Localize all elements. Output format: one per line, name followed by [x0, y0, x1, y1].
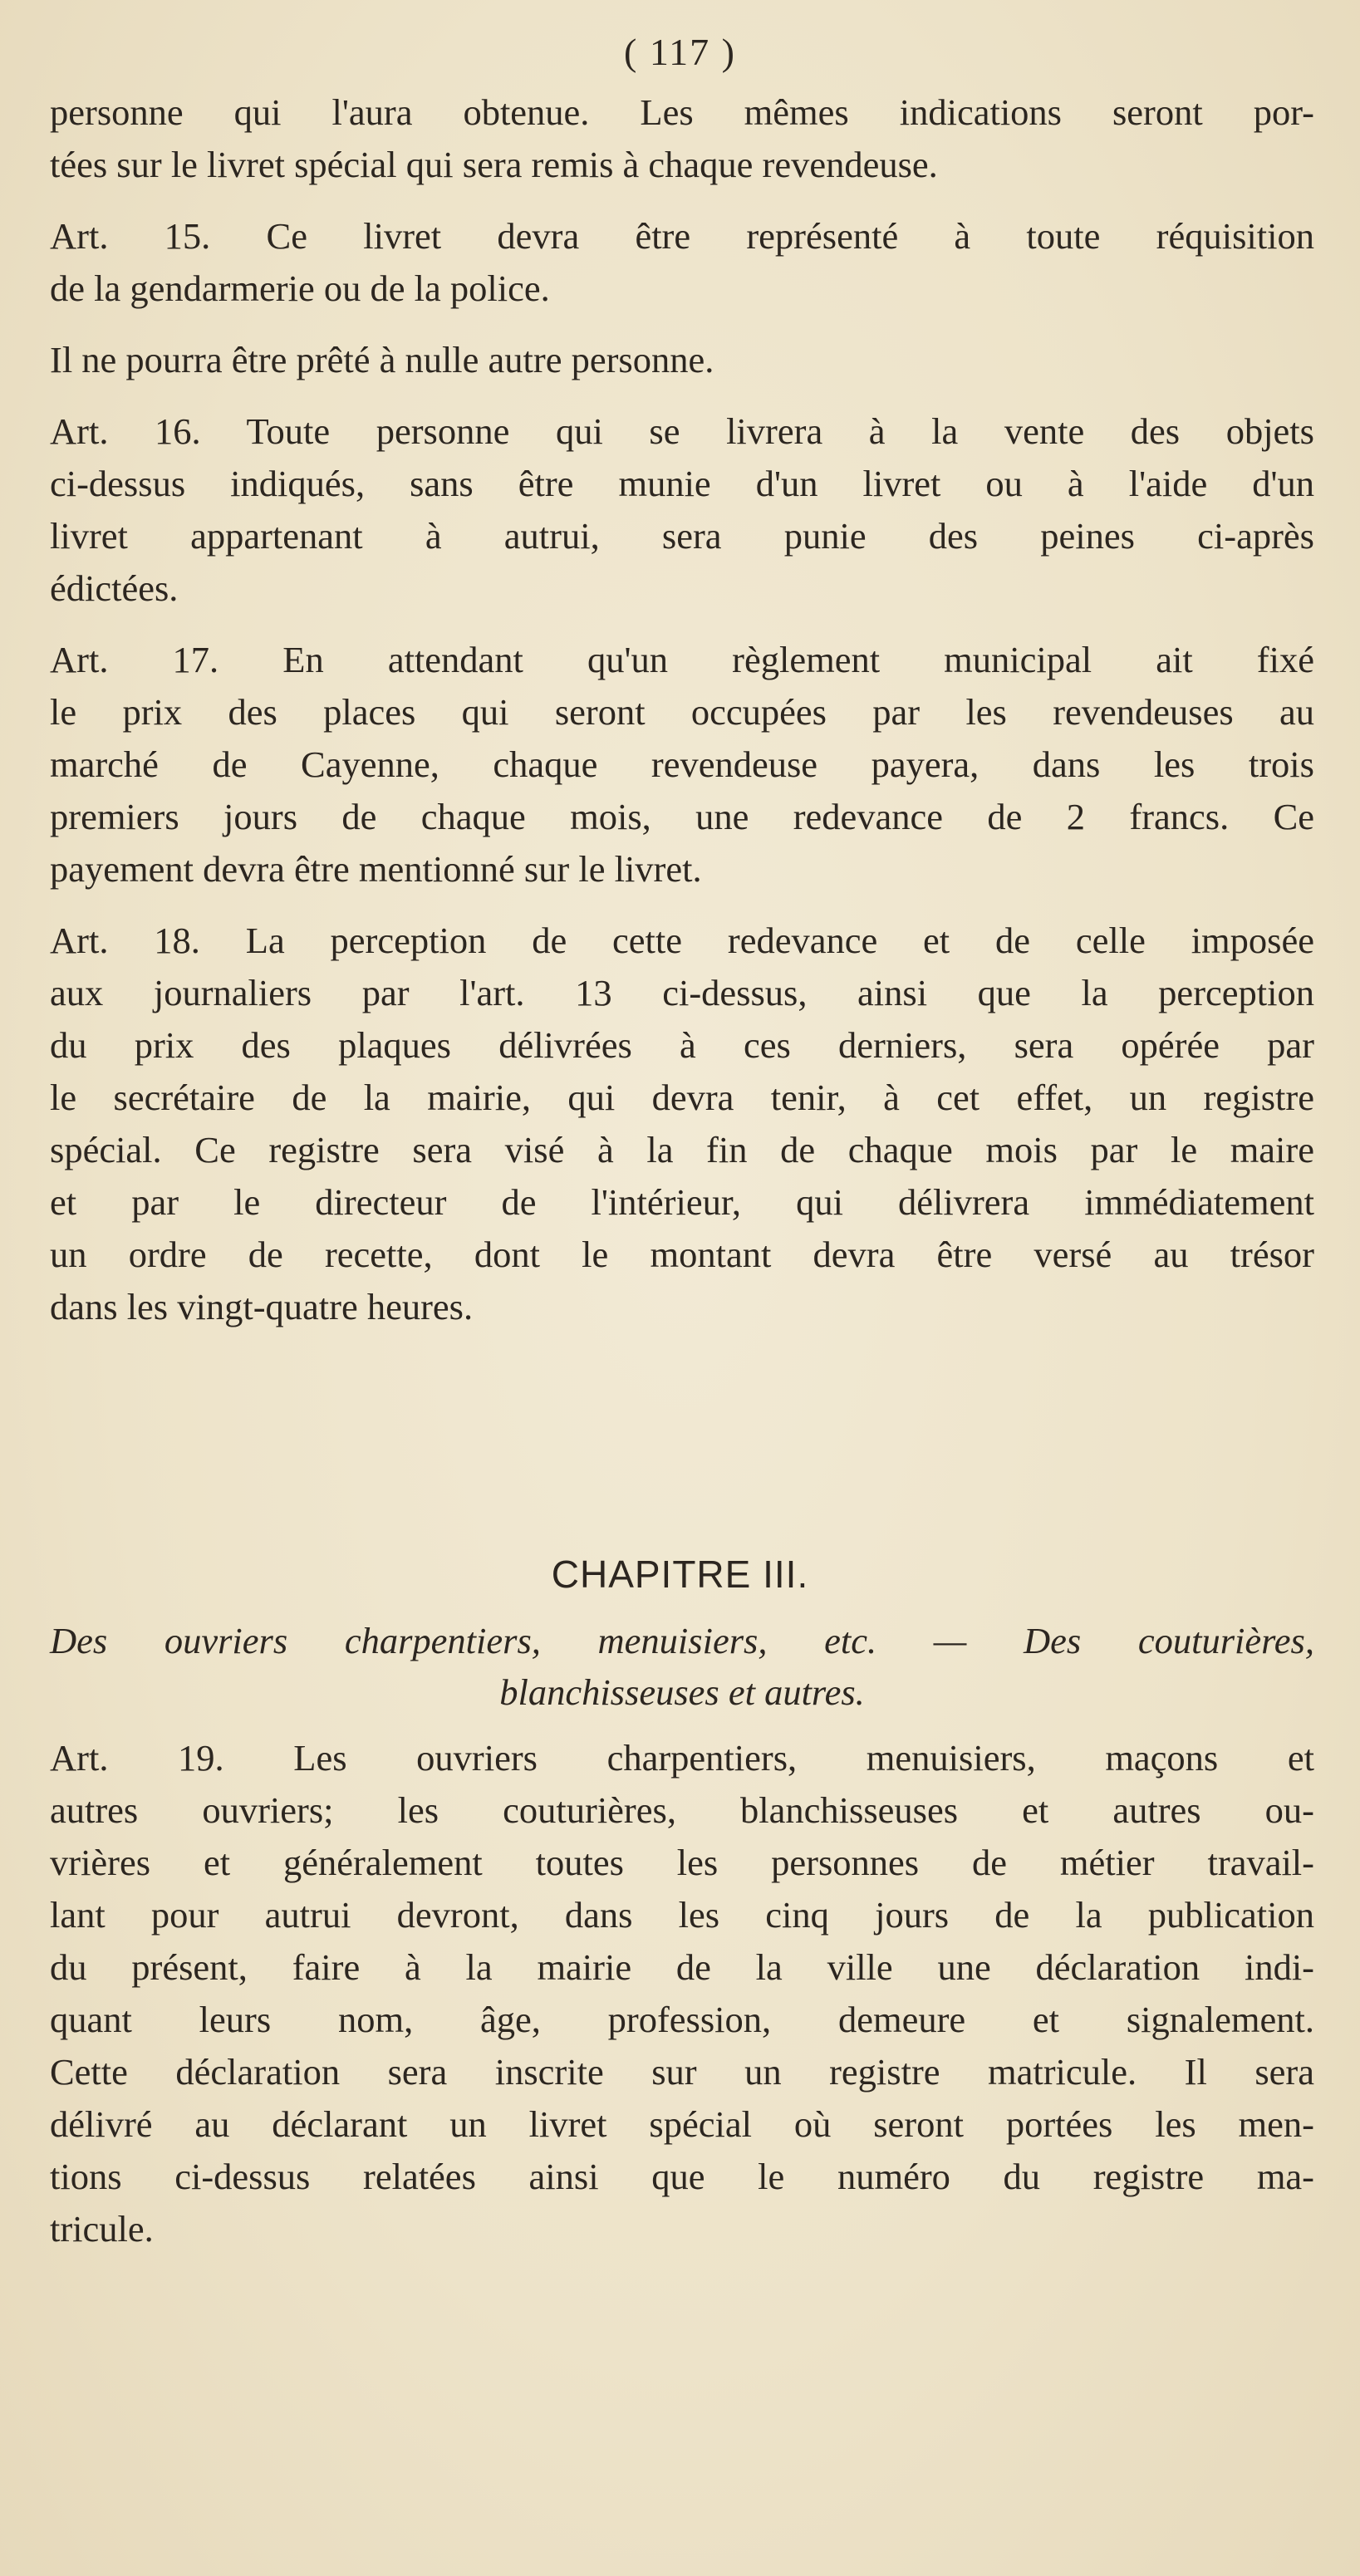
- text-line: vrières et généralement toutes les personnes de métier travail-: [50, 1842, 1314, 1883]
- text-line: premiers jours de chaque mois, une redevance de 2 francs. Ce: [50, 796, 1314, 837]
- article-15-note: [50, 334, 1314, 386]
- text-line: lant pour autrui devront, dans les cinq jours de la publication: [50, 1894, 1314, 1936]
- text-line: aux journaliers par l'art. 13 ci-dessus, ainsi que la perception: [50, 972, 1314, 1013]
- text-line: Art. 16. Toute personne qui se livrera à la vente des objets: [50, 410, 1314, 452]
- text-line: personne qui l'aura obtenue. Les mêmes indications seront por-: [50, 91, 1314, 133]
- text-line: Il ne pourra être prêté à nulle autre personne.: [50, 339, 714, 380]
- text-line: délivré au déclarant un livret spécial où seront portées les men-: [50, 2103, 1314, 2145]
- article-17: [50, 634, 1314, 895]
- subtitle-line: blanchisseuses et autres.: [499, 1671, 865, 1713]
- text-line: Cette déclaration sera inscrite sur un registre matricule. Il sera: [50, 2051, 1314, 2093]
- article-15: [50, 210, 1314, 315]
- article-18: [50, 915, 1314, 1333]
- text-line: le prix des places qui seront occupées par les revendeuses au: [50, 691, 1314, 733]
- text-line: tions ci-dessus relatées ainsi que le numéro du registre ma-: [50, 2156, 1314, 2197]
- text-line: quant leurs nom, âge, profession, demeure et signalement.: [50, 1999, 1314, 2040]
- text-line: marché de Cayenne, chaque revendeuse payera, dans les trois: [50, 743, 1314, 785]
- text-line: spécial. Ce registre sera visé à la fin de chaque mois par le maire: [50, 1129, 1314, 1170]
- subtitle-line: Des ouvriers charpentiers, menuisiers, etc. — Des couturières,: [50, 1620, 1314, 1661]
- text-line: et par le directeur de l'intérieur, qui délivrera immédiatement: [50, 1181, 1314, 1223]
- text-line: Art. 17. En attendant qu'un règlement municipal ait fixé: [50, 639, 1314, 680]
- text-line: dans les vingt-quatre heures.: [50, 1286, 474, 1327]
- text-line: payement devra être mentionné sur le livret.: [50, 848, 702, 890]
- text-line: du présent, faire à la mairie de la ville une déclaration indi-: [50, 1946, 1314, 1988]
- text-line: le secrétaire de la mairie, qui devra tenir, à cet effet, un registre: [50, 1077, 1314, 1118]
- upper-text-block: [50, 86, 1314, 1333]
- text-line: livret appartenant à autrui, sera punie des peines ci-après: [50, 515, 1314, 557]
- page-number: ( 117 ): [624, 31, 736, 73]
- article-16: [50, 405, 1314, 615]
- text-line: ci-dessus indiqués, sans être munie d'un livret ou à l'aide d'un: [50, 463, 1314, 504]
- text-line: édictées.: [50, 567, 179, 609]
- chapter-subtitle: [50, 1615, 1314, 1718]
- article-19: [50, 1732, 1314, 2255]
- text-line: Art. 18. La perception de cette redevance et de celle imposée: [50, 920, 1314, 961]
- text-line: tées sur le livret spécial qui sera remis à chaque revendeuse.: [50, 144, 938, 185]
- chapter-title: CHAPITRE III.: [551, 1553, 809, 1596]
- text-line: tricule.: [50, 2208, 154, 2250]
- paragraph-continuation: [50, 86, 1314, 191]
- text-line: un ordre de recette, dont le montant devra être versé au trésor: [50, 1234, 1314, 1275]
- text-line: de la gendarmerie ou de la police.: [50, 267, 550, 309]
- text-line: Art. 19. Les ouvriers charpentiers, menuisiers, maçons et: [50, 1737, 1314, 1779]
- text-line: du prix des plaques délivrées à ces derniers, sera opérée par: [50, 1024, 1314, 1066]
- text-line: autres ouvriers; les couturières, blanchisseuses et autres ou-: [50, 1789, 1314, 1831]
- text-line: Art. 15. Ce livret devra être représenté à toute réquisition: [50, 215, 1314, 257]
- lower-text-block: [50, 1732, 1314, 2255]
